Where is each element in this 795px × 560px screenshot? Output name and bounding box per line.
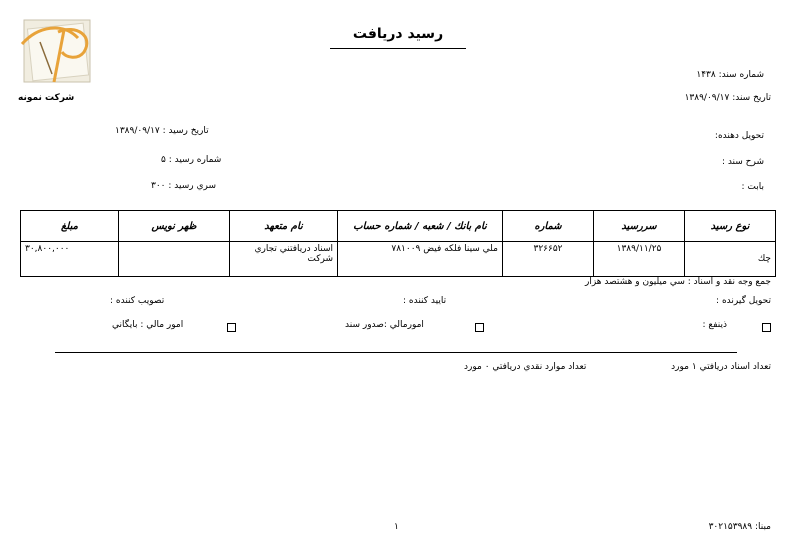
finance-archive-checkbox[interactable] bbox=[227, 323, 236, 332]
cash-count: تعداد موارد نقدي دریافتي ۰ مورد bbox=[464, 362, 587, 372]
company-name: شرکت نمونه bbox=[18, 93, 75, 103]
column-header: نام متعهد bbox=[230, 211, 338, 242]
beneficiary-label: ذینفع : bbox=[702, 320, 727, 330]
cell-obligor: اسناد دریافتني تجاري شركت bbox=[230, 242, 338, 277]
cell-number: ۳۲۶۶۵۲ bbox=[503, 242, 594, 277]
column-header: نام بانك / شعبه / شماره حساب bbox=[338, 211, 503, 242]
page-number: ۱ bbox=[394, 522, 399, 532]
doc-date: تاریخ سند: ۱۳۸۹/۰۹/۱۷ bbox=[684, 93, 771, 103]
for-label: بابت : bbox=[741, 182, 764, 192]
page-title: رسید دریافت bbox=[330, 26, 466, 49]
column-header: مبلغ bbox=[21, 211, 119, 242]
finance-archive-label: امور مالي : بایگاني bbox=[112, 320, 184, 330]
receipt-date: تاریخ رسید : ۱۳۸۹/۰۹/۱۷ bbox=[115, 126, 209, 136]
cell-amount: ۳۰,۸۰۰,۰۰۰ bbox=[21, 242, 119, 277]
receiver-label: تحویل گیرنده : bbox=[716, 296, 771, 306]
table-row bbox=[21, 242, 776, 277]
receipt-series: سري رسید : ۳۰۰ bbox=[151, 181, 217, 191]
total-in-words: جمع وجه نقد و اسناد : سي میلیون و هشتصد هزار bbox=[584, 277, 771, 287]
doc-desc-label: شرح سند : bbox=[721, 157, 764, 167]
docs-count: تعداد اسناد دریافتي ۱ مورد bbox=[671, 362, 771, 372]
table-header-row bbox=[21, 211, 776, 242]
receipt-number: شماره رسید : ۵ bbox=[161, 155, 222, 165]
delivered-by-label: تحویل دهنده: bbox=[714, 131, 764, 141]
company-logo-icon bbox=[18, 16, 96, 86]
beneficiary-checkbox[interactable] bbox=[762, 323, 771, 332]
cell-endorser bbox=[119, 242, 230, 277]
column-header: شماره bbox=[503, 211, 594, 242]
column-header: سررسید bbox=[594, 211, 685, 242]
finance-issue-label: امورمالي :صدور سند bbox=[345, 320, 424, 330]
finance-issue-checkbox[interactable] bbox=[475, 323, 484, 332]
doc-number: شماره سند: ۱۴۳۸ bbox=[696, 70, 764, 80]
ratifier-label: تصویب كننده : bbox=[110, 296, 165, 306]
cell-receipt-type: چك bbox=[685, 242, 776, 277]
base-number: مبنا: ۳۰۲۱۵۳۹۸۹ bbox=[708, 522, 771, 532]
column-header: ظهر نویس bbox=[119, 211, 230, 242]
column-header: نوع رسید bbox=[685, 211, 776, 242]
divider bbox=[55, 352, 737, 353]
cell-due-date: ۱۳۸۹/۱۱/۲۵ bbox=[594, 242, 685, 277]
approver-label: تایید كننده : bbox=[403, 296, 447, 306]
cell-bank: ملي سینا فلكه فیض ۷۸۱۰۰۹ bbox=[338, 242, 503, 277]
receipt-table bbox=[20, 210, 776, 277]
